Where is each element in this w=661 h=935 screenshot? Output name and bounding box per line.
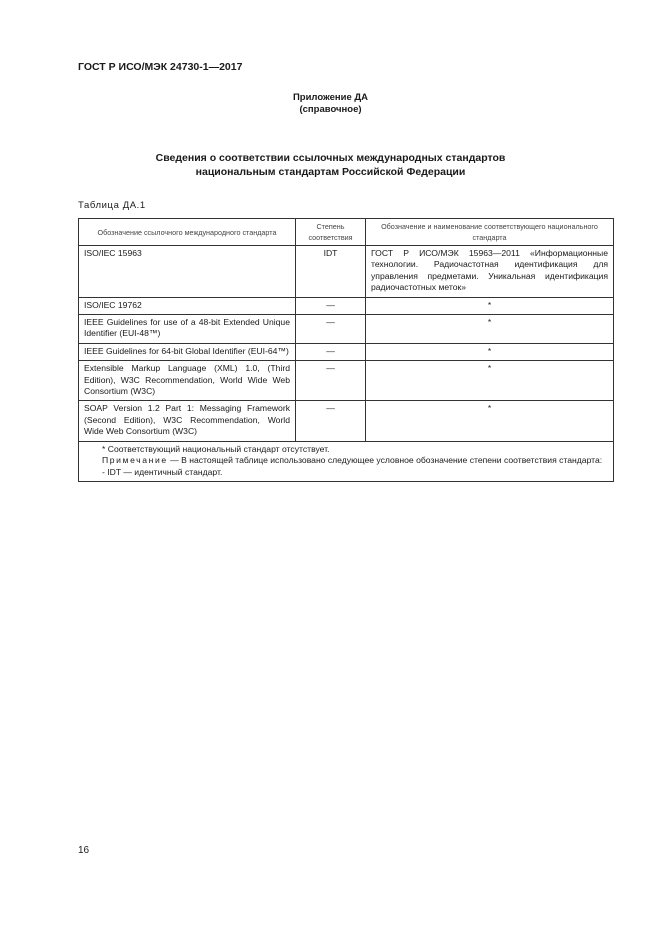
national-cell: * <box>366 401 614 441</box>
degree-cell: — <box>296 343 366 360</box>
appendix-subtitle: (справочное) <box>299 104 362 115</box>
degree-cell: IDT <box>296 246 366 298</box>
correspondence-table <box>78 218 614 482</box>
national-cell: * <box>366 343 614 360</box>
footnote: * Соответствующий национальный стандарт отсутствует. <box>102 443 330 454</box>
reference-cell: SOAP Version 1.2 Part 1: Messaging Framework (Second Edition), W3C Recommendation, World Wide Web Consortium (W3C) <box>79 401 296 441</box>
national-cell: * <box>366 361 614 401</box>
document-header: ГОСТ Р ИСО/МЭК 24730-1—2017 <box>78 61 243 73</box>
column-header-national: Обозначение и наименование соответствующего национального стандарта <box>366 219 614 246</box>
table-row <box>79 361 614 401</box>
note <box>84 455 608 466</box>
national-cell: ГОСТ Р ИСО/МЭК 15963—2011 «Информационные технологии. Радиочастотная идентификация для управления предметами. Уникальная идентификация радиочастотных меток» <box>366 246 614 298</box>
note-text: — В настоящей таблице использовано следующее условное обозначение степени соответствия стандарта: <box>167 455 603 466</box>
degree-cell: — <box>296 401 366 441</box>
table-row <box>79 401 614 441</box>
table-row <box>79 315 614 344</box>
table-caption: Таблица ДА.1 <box>78 200 146 211</box>
table-notes-row <box>79 441 614 481</box>
note-label: Примечание <box>102 455 168 466</box>
table-row <box>79 343 614 360</box>
table-header-row <box>79 219 614 246</box>
reference-cell: IEEE Guidelines for use of a 48-bit Extended Unique Identifier (EUI-48™) <box>79 315 296 344</box>
degree-cell: — <box>296 315 366 344</box>
legend: - IDT — идентичный стандарт. <box>102 466 223 477</box>
reference-cell: ISO/IEC 19762 <box>79 297 296 314</box>
section-title-line-2: национальным стандартам Российской Федерации <box>195 166 466 178</box>
degree-cell: — <box>296 297 366 314</box>
degree-cell: — <box>296 361 366 401</box>
column-header-degree: Степень соответствия <box>296 219 366 246</box>
section-title-line-1: Сведения о соответствии ссылочных международных стандартов <box>155 152 506 164</box>
table-notes <box>79 441 614 481</box>
appendix-heading <box>0 92 661 116</box>
appendix-title: Приложение ДА <box>292 92 369 103</box>
reference-cell: Extensible Markup Language (XML) 1.0, (Third Edition), W3C Recommendation, World Wide Web Consortium (W3C) <box>79 361 296 401</box>
section-title <box>0 151 661 179</box>
national-cell: * <box>366 297 614 314</box>
page-number: 16 <box>78 845 90 856</box>
table-row <box>79 297 614 314</box>
national-cell: * <box>366 315 614 344</box>
reference-cell: IEEE Guidelines for 64-bit Global Identifier (EUI-64™) <box>79 343 296 360</box>
column-header-reference: Обозначение ссылочного международного стандарта <box>79 219 296 246</box>
table-row <box>79 246 614 298</box>
reference-cell: ISO/IEC 15963 <box>79 246 296 298</box>
